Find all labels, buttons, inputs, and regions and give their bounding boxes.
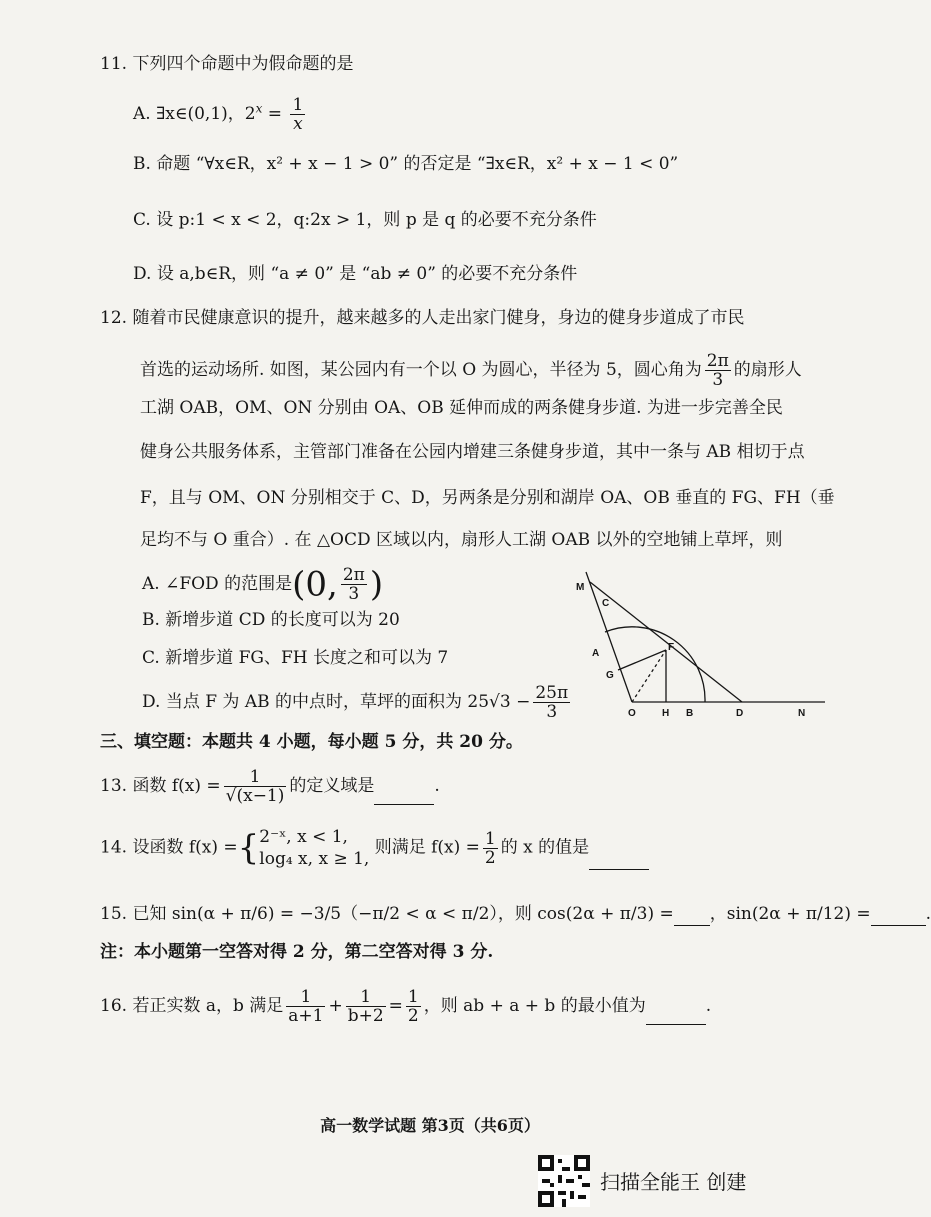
q12-line-1: 12. 随着市民健康意识的提升，越来越多的人走出家门健身，身边的健身步道成了市民 (100, 308, 745, 328)
label-c: C (602, 598, 610, 609)
q12-line-3: 工湖 OAB，OM、ON 分别由 OA、OB 延伸而成的两条健身步道. 为进一步完善全民 (140, 398, 783, 418)
radius-of (632, 650, 666, 702)
q15-note: 注：本小题第一空答对得 2 分，第二空答对得 3 分. (100, 942, 494, 962)
q12-line-6: 足均不与 O 重合）. 在 △OCD 区域以内，扇形人工湖 OAB 以外的空地铺上草坪，则 (140, 530, 783, 550)
ray-om (586, 572, 632, 702)
scanner-watermark: 扫描全能王 创建 (600, 1170, 747, 1194)
q11-option-a: A. ∃x∈(0,1)，$2^x$ = $\frac{1}{x}$ (133, 95, 304, 134)
q13: 13. 函数 f(x) = $\frac{1}{√(x-1)}$ 的定义域是 . (100, 767, 440, 806)
label-o: O (628, 708, 636, 719)
label-g: G (606, 670, 614, 681)
q12-line-4: 健身公共服务体系，主管部门准备在公园内增建三条健身步道，其中一条与 AB 相切于点 (140, 442, 805, 462)
label-d: D (736, 708, 744, 719)
q12-line-2: 首选的运动场所. 如图，某公园内有一个以 O 为圆心，半径为 5，圆心角为 $\frac{2\pi}{3}$ 的扇形人 (140, 351, 802, 390)
q14-answer-blank[interactable] (589, 851, 649, 870)
q15-answer-blank-1[interactable] (674, 907, 710, 926)
q12-option-c: C. 新增步道 FG、FH 长度之和可以为 7 (142, 648, 449, 668)
page-footer: 高一数学试题 第3页（共6页） (320, 1116, 540, 1135)
q11-option-d: D. 设 a,b∈R，则 “a ≠ 0” 是 “ab ≠ 0” 的必要不充分条件 (133, 264, 578, 284)
arc-ab (605, 627, 705, 702)
q12-option-a: A. ∠FOD 的范围是(0, $\frac{2\pi}{3}$ ) (142, 564, 384, 605)
q14: 14. 设函数 f(x) ={ 2⁻ˣ, x < 1, log₄ x, x ≥ 1, 则满足 f(x) = $\frac{1}{2}$ 的 x 的值是 (100, 826, 649, 870)
label-b: B (686, 708, 694, 719)
q11-stem: 11. 下列四个命题中为假命题的是 (100, 54, 354, 74)
label-a: A (592, 648, 600, 659)
q12-line-5: F，且与 OM、ON 分别相交于 C、D，另两条是分别和湖岸 OA、OB 垂直的 FG、FH（垂 (140, 488, 835, 508)
q15-answer-blank-2[interactable] (871, 907, 926, 926)
q16-answer-blank[interactable] (646, 1006, 706, 1025)
q15: 15. 已知 sin(α + π/6) = −3/5（−π/2 < α < π/2），则 cos(2α + π/3) = ，sin(2α + π/12) = . (100, 904, 931, 924)
label-h: H (662, 708, 670, 719)
qr-code-icon (538, 1155, 590, 1207)
label-m: M (576, 582, 585, 593)
sector-diagram (560, 570, 840, 720)
label-f: F (668, 642, 675, 653)
section-3-heading: 三、填空题：本题共 4 小题，每小题 5 分，共 20 分。 (100, 732, 523, 752)
q13-answer-blank[interactable] (374, 786, 434, 805)
q12-option-b: B. 新增步道 CD 的长度可以为 20 (142, 610, 400, 630)
q11-option-c: C. 设 p:1 < x < 2，q:2x > 1，则 p 是 q 的必要不充分条件 (133, 210, 597, 230)
q12-option-d: D. 当点 F 为 AB 的中点时，草坪的面积为 25√3 − $\frac{25\pi}{3}$ (142, 683, 569, 722)
label-n: N (798, 708, 806, 719)
q11-option-b: B. 命题 “∀x∈R，x² + x − 1 > 0” 的否定是 “∃x∈R，x² + x − 1 < 0” (133, 154, 679, 174)
q16: 16. 若正实数 a，b 满足 $\frac{1}{a+1}$ + $\frac{1}{b+2}$ = $\frac{1}{2}$ ，则 ab + a + b 的最小值为 . (100, 987, 712, 1026)
